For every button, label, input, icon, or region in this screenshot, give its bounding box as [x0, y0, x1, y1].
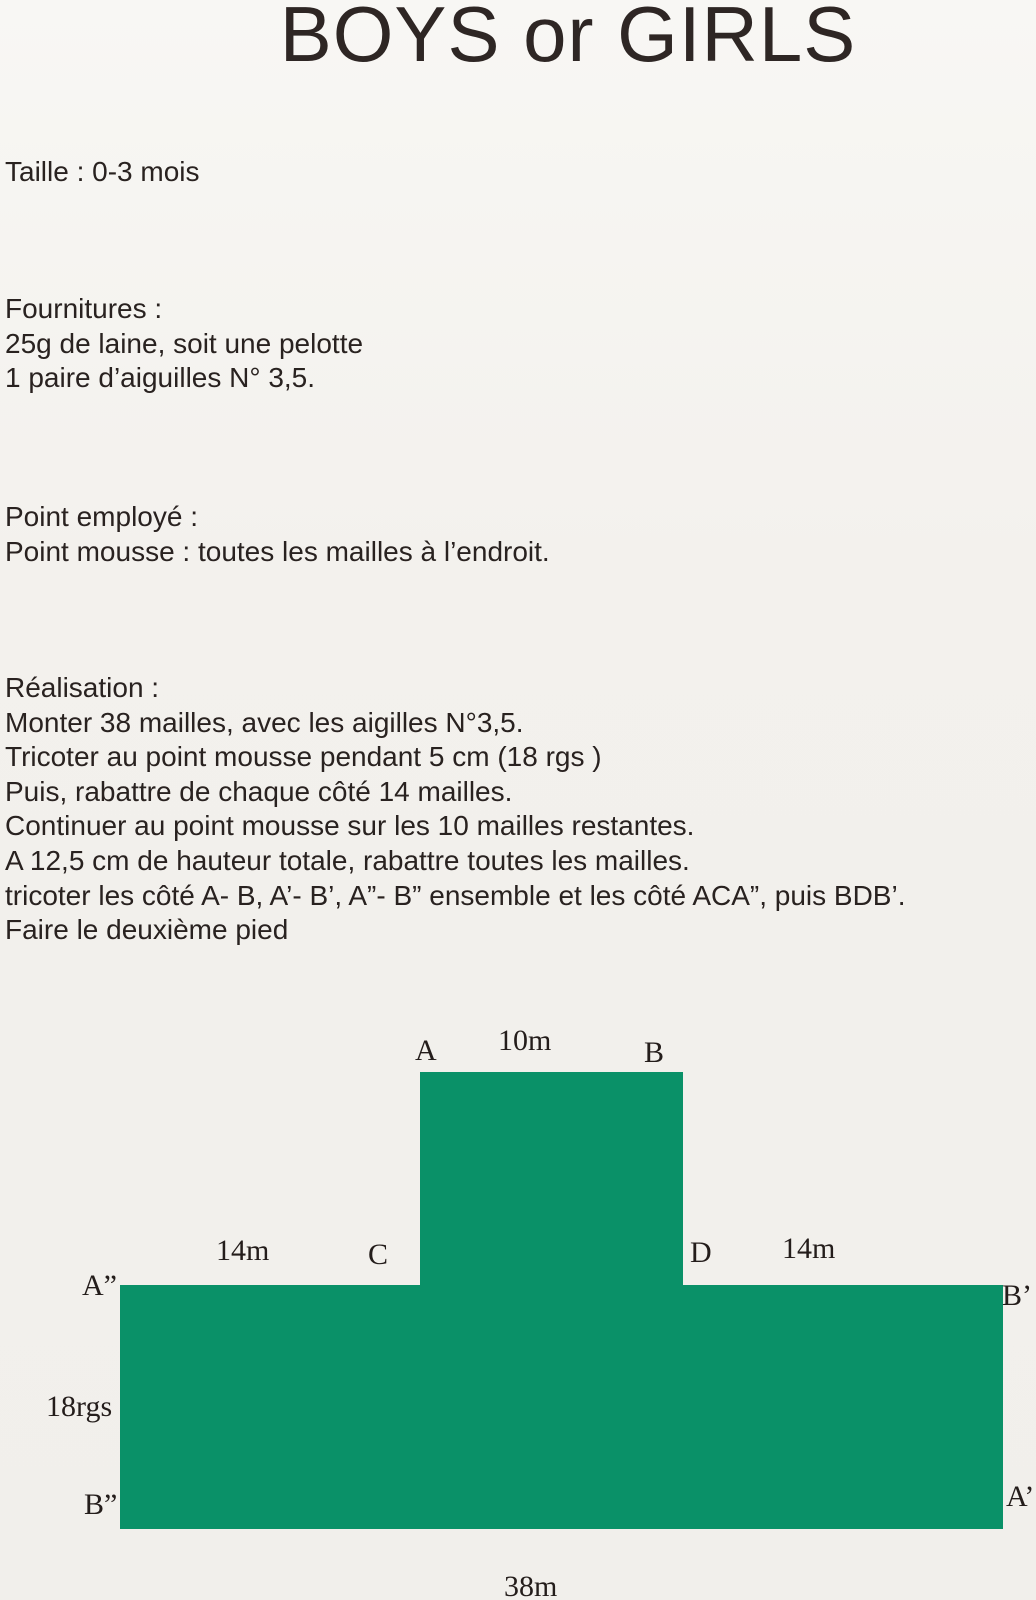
page-title: BOYS or GIRLS — [279, 0, 857, 78]
label-corner-d: D — [690, 1236, 712, 1269]
supplies-heading: Fournitures : — [5, 293, 163, 324]
diagram-shape-bottom-band — [120, 1285, 1003, 1529]
stitch-line: Point mousse : toutes les mailles à l’endroit. — [5, 535, 550, 567]
label-corner-b-prime: B’ — [1002, 1279, 1032, 1312]
supplies-line: 25g de laine, soit une pelotte — [5, 327, 364, 359]
instruction-line: Faire le deuxième pied — [5, 914, 289, 946]
label-bottom-width: 38m — [504, 1570, 558, 1600]
size-line: Taille : 0-3 mois — [5, 156, 200, 187]
instruction-line: Monter 38 mailles, avec les aigilles N°3,5. — [5, 706, 524, 738]
diagram-shape-top-column — [420, 1072, 683, 1286]
instruction-line: Tricoter au point mousse pendant 5 cm (18 rgs ) — [5, 741, 602, 773]
label-corner-a: A — [415, 1034, 437, 1067]
supplies-line: 1 paire d’aiguilles N° 3,5. — [5, 362, 316, 394]
instruction-line: tricoter les côté A- B, A’- B’, A”- B” ensemble et les côté ACA”, puis BDB’. — [5, 879, 906, 911]
instructions-heading: Réalisation : — [5, 672, 160, 703]
supplies-section — [5, 292, 363, 396]
label-corner-a-second: A” — [82, 1269, 117, 1302]
label-right-width: 14m — [782, 1232, 836, 1265]
stitch-heading: Point employé : — [5, 501, 198, 532]
label-corner-a-prime: A’ — [1006, 1480, 1035, 1513]
instruction-line: A 12,5 cm de hauteur totale, rabattre toutes les mailles. — [5, 844, 690, 876]
instruction-line: Continuer au point mousse sur les 10 mailles restantes. — [5, 810, 695, 842]
label-corner-b-second: B” — [84, 1488, 118, 1521]
label-top-width: 10m — [498, 1024, 552, 1057]
label-corner-c: C — [368, 1238, 389, 1271]
label-side-rows: 18rgs — [46, 1390, 113, 1423]
stitch-section — [5, 500, 550, 569]
instructions-section — [5, 671, 905, 948]
instruction-line: Puis, rabattre de chaque côté 14 mailles. — [5, 775, 513, 807]
label-left-width: 14m — [216, 1234, 270, 1267]
label-corner-b: B — [644, 1036, 665, 1069]
